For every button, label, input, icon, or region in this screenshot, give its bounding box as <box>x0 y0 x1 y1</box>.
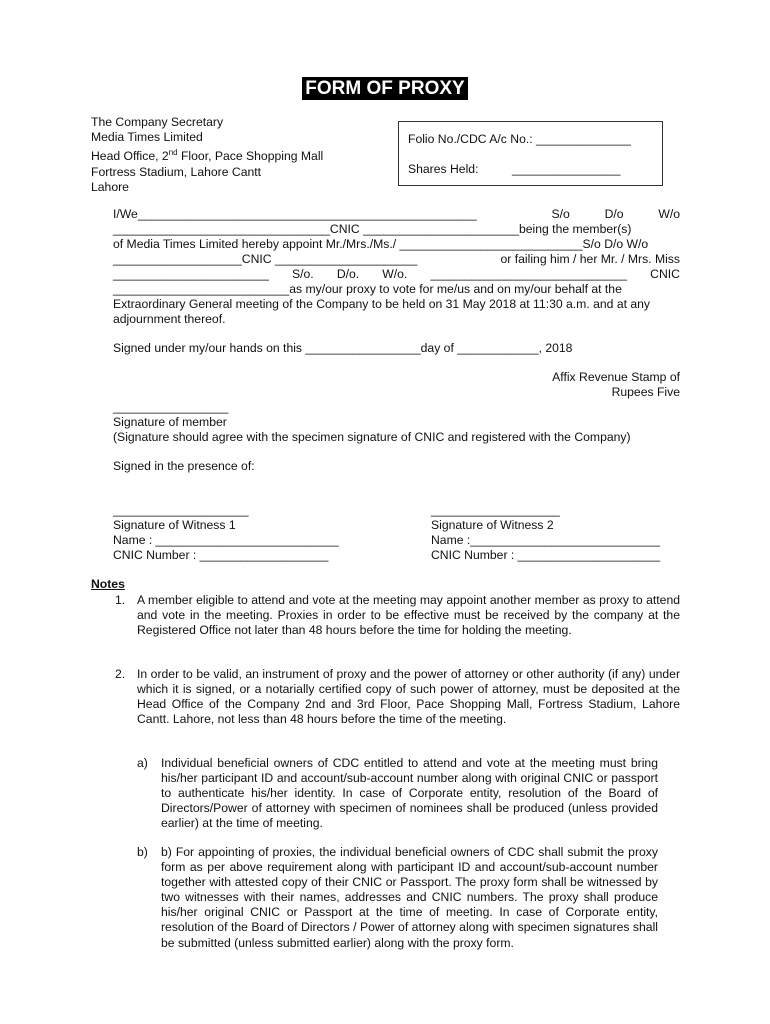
body-line: ___________________CNIC _____________________ or failing him / her Mr. / Mrs. Miss <box>113 252 680 266</box>
member-signature-note: (Signature should agree with the specimen signature of CNIC and registered with the Company) <box>113 430 631 444</box>
presence-label: Signed in the presence of: <box>113 459 255 473</box>
witness2-signature-label: Signature of Witness 2 <box>431 518 554 532</box>
body-line: Extraordinary General meeting of the Company to be held on 31 May 2018 at 11:30 a.m. and at any <box>113 297 651 311</box>
body-line: I/We__________________________________________________ S/o D/o W/o <box>113 207 680 221</box>
stamp-line-2: Rupees Five <box>611 385 680 399</box>
form-title: FORM OF PROXY <box>0 78 770 100</box>
witness1-name[interactable]: Name : ___________________________ <box>113 533 339 547</box>
subnote-text: b) For appointing of proxies, the individual beneficial owners of CDC shall submit the proxy form as per above requirement along with participant ID and account/sub-account number together with attested copy of their CNIC or Passport. The proxy form shall be witnessed by two witnesses with their names, addresses and CNIC numbers. The proxy shall produce his/her original CNIC or Passport at the time of meeting. In case of Corporate entity, resolution of the Board of Directors / Power of attorney along with specimen signatures shall be submitted (unless submitted earlier) along with the proxy form. <box>161 845 658 950</box>
witness2-cnic[interactable]: CNIC Number : _____________________ <box>431 548 661 562</box>
body-line: __________________________as my/our proxy to vote for me/us and on my/our behalf at the <box>113 282 622 296</box>
signed-under-line: Signed under my/our hands on this _________________day of ____________, 2018 <box>113 341 573 355</box>
body-line: _______________________ S/o. D/o. W/o. _____________________________ CNIC <box>113 267 680 281</box>
witness2-signature-blank[interactable]: ___________________ <box>431 503 560 517</box>
body-line: adjournment thereof. <box>113 312 226 326</box>
witness1-signature-label: Signature of Witness 1 <box>113 518 236 532</box>
shares-held-field[interactable]: Shares Held: ________________ <box>408 162 621 176</box>
address-line: Media Times Limited <box>91 130 203 145</box>
body-line: ________________________________CNIC _______________________being the member(s) <box>113 222 632 236</box>
note-number: 2. <box>115 667 126 681</box>
notes-heading: Notes <box>91 577 125 591</box>
subnote-number: a) <box>137 756 148 770</box>
address-line: The Company Secretary <box>91 115 224 129</box>
recipient-address <box>91 115 323 195</box>
folio-box <box>398 121 663 186</box>
stamp-line-1: Affix Revenue Stamp of <box>552 370 680 384</box>
address-line: Fortress Stadium, Lahore Cantt <box>91 164 262 179</box>
note-number: 1. <box>115 593 126 607</box>
folio-field[interactable]: Folio No./CDC A/c No.: ______________ <box>408 132 631 146</box>
witness1-signature-blank[interactable]: ____________________ <box>113 503 249 517</box>
address-line: Lahore <box>91 179 129 194</box>
body-line: of Media Times Limited hereby appoint Mr./Mrs./Ms./ ___________________________S/o D/o W/o <box>113 237 649 251</box>
witness1-cnic[interactable]: CNIC Number : ___________________ <box>113 548 329 562</box>
note-text: In order to be valid, an instrument of proxy and the power of attorney or other authority (if any) under which it is signed, or a notarially certified copy of such power of attorney, must be deposited at the Head Office of the Company 2nd and 3rd Floor, Pace Shopping Mall, Fortress Stadium, Lahore Cantt. Lahore, not less than 48 hours before the time of the meeting. <box>137 667 680 727</box>
subnote-number: b) <box>137 845 148 859</box>
address-line: Head Office, 2nd Floor, Pace Shopping Mall <box>91 148 324 164</box>
note-text: A member eligible to attend and vote at the meeting may appoint another member as proxy to attend and vote in the meeting. Proxies in order to be effective must be received by the company at the Registered Office not later than 48 hours before the time for holding the meeting. <box>137 593 680 638</box>
member-signature-label: Signature of member <box>113 415 227 429</box>
subnote-text: Individual beneficial owners of CDC entitled to attend and vote at the meeting must bring his/her participant ID and account/sub-account number along with original CNIC or passport to authenticate his/her identity. In case of Corporate entity, resolution of the Board of Directors/Power of attorney with specimen of nominees shall be produced (unless provided earlier) at the time of meeting. <box>161 756 658 831</box>
member-signature-blank[interactable]: _________________ <box>113 400 229 414</box>
witness2-name[interactable]: Name :____________________________ <box>431 533 661 547</box>
